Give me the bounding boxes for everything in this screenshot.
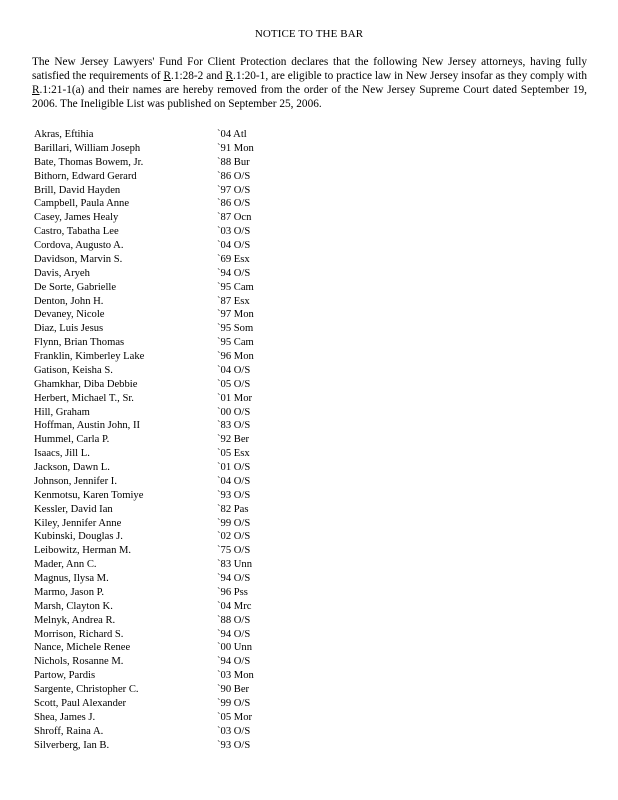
attorney-name: Hummel, Carla P.	[34, 434, 110, 446]
attorney-name: Casey, James Healy	[34, 212, 119, 224]
attorney-year-county: `99 O/S	[217, 697, 251, 709]
intro-text-3: .1:20-1, are eligible to practice law in New Jersey insofar as they comply with	[233, 70, 588, 82]
attorney-row	[34, 711, 334, 725]
attorney-name: De Sorte, Gabrielle	[34, 281, 117, 293]
attorney-year-county: `94 O/S	[217, 656, 251, 668]
attorney-row	[34, 281, 334, 295]
attorney-name: Shroff, Raina A.	[34, 725, 104, 737]
attorney-name: Davidson, Marvin S.	[34, 253, 123, 265]
attorney-year-county: `86 O/S	[217, 170, 251, 182]
intro-text-4: .1:21-1(a) and their names are hereby removed from the order of the New Jersey Supreme Court dated September 19, 2006. The Ineligible List was published on September 25, 2006.	[32, 84, 587, 110]
attorney-row	[34, 336, 334, 350]
attorney-name: Jackson, Dawn L.	[34, 462, 110, 473]
attorney-row	[34, 739, 334, 753]
attorney-year-county: `96 Pss	[217, 586, 248, 598]
attorney-year-county: `97 Mon	[217, 309, 254, 321]
attorney-year-county: `04 Atl	[217, 129, 247, 140]
attorney-row	[34, 419, 334, 433]
attorney-year-county: `87 Esx	[217, 295, 250, 307]
attorney-name: Johnson, Jennifer I.	[34, 475, 117, 487]
attorney-row	[34, 683, 334, 697]
attorney-year-county: `83 O/S	[217, 420, 251, 432]
attorney-row	[34, 267, 334, 281]
attorney-year-county: `04 O/S	[217, 475, 251, 487]
attorney-name: Kenmotsu, Karen Tomiye	[34, 489, 144, 501]
attorney-row	[34, 447, 334, 461]
attorney-name: Devaney, Nicole	[34, 309, 105, 321]
attorney-name: Melnyk, Andrea R.	[34, 614, 116, 626]
attorney-name: Nichols, Rosanne M.	[34, 656, 124, 668]
attorney-row	[34, 628, 334, 642]
attorney-row	[34, 350, 334, 364]
attorney-row	[34, 572, 334, 586]
attorney-year-county: `88 Bur	[217, 156, 250, 168]
attorney-year-county: `99 O/S	[217, 517, 251, 529]
intro-text-2: .1:28-2 and	[171, 70, 226, 82]
intro-paragraph	[32, 55, 587, 111]
attorney-row	[34, 197, 334, 211]
attorney-row	[34, 142, 334, 156]
attorney-year-county: `04 Mrc	[217, 600, 252, 612]
attorney-row	[34, 239, 334, 253]
attorney-name: Flynn, Brian Thomas	[34, 337, 125, 349]
attorney-name: Magnus, Ilysa M.	[34, 573, 109, 584]
attorney-year-county: `92 Ber	[217, 434, 250, 446]
attorney-year-county: `75 O/S	[217, 545, 251, 557]
attorney-row	[34, 530, 334, 544]
attorney-name: Davis, Aryeh	[34, 267, 90, 279]
attorney-row	[34, 156, 334, 170]
attorney-year-county: `03 Mon	[217, 670, 254, 682]
attorney-row	[34, 128, 334, 142]
attorney-name: Denton, John H.	[34, 295, 104, 307]
attorney-year-county: `88 O/S	[217, 614, 251, 626]
attorney-year-county: `01 O/S	[217, 462, 251, 473]
attorney-row	[34, 406, 334, 420]
attorney-name: Kiley, Jennifer Anne	[34, 517, 122, 529]
attorney-year-county: `00 O/S	[217, 406, 251, 418]
attorney-row	[34, 517, 334, 531]
attorney-year-county: `90 Ber	[217, 684, 250, 695]
attorney-row	[34, 544, 334, 558]
attorney-year-county: `04 O/S	[217, 364, 251, 376]
attorney-row	[34, 725, 334, 739]
attorney-list	[34, 128, 334, 752]
attorney-year-county: `69 Esx	[217, 253, 250, 265]
attorney-year-county: `93 O/S	[217, 489, 251, 501]
rule-1-r: R	[163, 70, 172, 82]
attorney-row	[34, 378, 334, 392]
attorney-name: Scott, Paul Alexander	[34, 697, 127, 709]
attorney-row	[34, 211, 334, 225]
attorney-year-county: `86 O/S	[217, 198, 251, 210]
attorney-row	[34, 322, 334, 336]
attorney-name: Shea, James J.	[34, 711, 96, 723]
attorney-row	[34, 586, 334, 600]
attorney-name: Leibowitz, Herman M.	[34, 545, 132, 557]
attorney-name: Barillari, William Joseph	[34, 142, 141, 154]
attorney-year-county: `05 O/S	[217, 378, 251, 390]
attorney-year-county: `03 O/S	[217, 226, 251, 238]
attorney-row	[34, 558, 334, 572]
attorney-year-county: `82 Pas	[217, 503, 249, 515]
attorney-name: Partow, Pardis	[34, 670, 96, 682]
attorney-year-county: `02 O/S	[217, 531, 251, 543]
attorney-name: Sargente, Christopher C.	[34, 684, 139, 695]
attorney-name: Kubinski, Douglas J.	[34, 531, 123, 543]
attorney-year-county: `05 Mor	[217, 711, 253, 723]
attorney-year-county: `04 O/S	[217, 240, 251, 251]
intro-text-1: The New Jersey Lawyers' Fund For Client Protection declares that the following New Jersey attorneys, having fully satisfied the requirements of	[32, 56, 587, 82]
attorney-name: Morrison, Richard S.	[34, 628, 124, 640]
attorney-name: Cordova, Augusto A.	[34, 240, 124, 251]
attorney-year-county: `05 Esx	[217, 448, 250, 460]
attorney-row	[34, 669, 334, 683]
attorney-name: Diaz, Luis Jesus	[34, 323, 104, 335]
page-title: NOTICE TO THE BAR	[254, 28, 364, 40]
attorney-year-county: `94 O/S	[217, 267, 251, 279]
attorney-name: Hoffman, Austin John, II	[34, 420, 141, 432]
attorney-name: Silverberg, Ian B.	[34, 739, 110, 751]
attorney-name: Bate, Thomas Bowem, Jr.	[34, 156, 144, 168]
attorney-row	[34, 489, 334, 503]
attorney-row	[34, 170, 334, 184]
attorney-row	[34, 641, 334, 655]
rule-3-r: R	[32, 84, 40, 96]
attorney-name: Campbell, Paula Anne	[34, 198, 130, 210]
attorney-year-county: `83 Unn	[217, 559, 253, 571]
attorney-year-county: `01 Mor	[217, 392, 253, 404]
attorney-year-county: `95 Cam	[217, 281, 254, 293]
attorney-row	[34, 433, 334, 447]
attorney-year-county: `95 Som	[217, 323, 254, 335]
attorney-year-county: `87 Ocn	[217, 212, 252, 224]
attorney-row	[34, 614, 334, 628]
attorney-row	[34, 295, 334, 309]
attorney-row	[34, 184, 334, 198]
attorney-name: Herbert, Michael T., Sr.	[34, 392, 134, 404]
attorney-name: Ghamkhar, Diba Debbie	[34, 378, 138, 390]
attorney-name: Akras, Eftihia	[34, 129, 94, 140]
attorney-row	[34, 364, 334, 378]
attorney-year-county: `91 Mon	[217, 142, 254, 154]
attorney-name: Gatison, Keisha S.	[34, 364, 113, 376]
rule-2-r: R	[225, 70, 234, 82]
attorney-year-county: `97 O/S	[217, 184, 251, 196]
attorney-row	[34, 392, 334, 406]
attorney-year-county: `94 O/S	[217, 573, 251, 584]
attorney-name: Castro, Tabatha Lee	[34, 226, 119, 238]
attorney-row	[34, 600, 334, 614]
attorney-name: Isaacs, Jill L.	[34, 448, 90, 460]
attorney-name: Hill, Graham	[34, 406, 90, 418]
attorney-year-county: `93 O/S	[217, 739, 251, 751]
attorney-name: Franklin, Kimberley Lake	[34, 351, 145, 362]
attorney-year-county: `95 Cam	[217, 337, 254, 349]
attorney-row	[34, 697, 334, 711]
attorney-year-county: `00 Unn	[217, 642, 253, 654]
attorney-name: Mader, Ann C.	[34, 559, 97, 571]
attorney-row	[34, 475, 334, 489]
attorney-name: Marsh, Clayton K.	[34, 600, 113, 612]
attorney-row	[34, 655, 334, 669]
attorney-row	[34, 308, 334, 322]
attorney-row	[34, 503, 334, 517]
attorney-row	[34, 253, 334, 267]
attorney-row	[34, 225, 334, 239]
attorney-name: Marmo, Jason P.	[34, 586, 105, 598]
attorney-row	[34, 461, 334, 475]
attorney-year-county: `03 O/S	[217, 725, 251, 737]
attorney-year-county: `94 O/S	[217, 628, 251, 640]
attorney-name: Nance, Michele Renee	[34, 642, 131, 654]
attorney-name: Kessler, David Ian	[34, 503, 113, 515]
attorney-name: Brill, David Hayden	[34, 184, 121, 196]
attorney-name: Bithorn, Edward Gerard	[34, 170, 137, 182]
attorney-year-county: `96 Mon	[217, 351, 254, 362]
